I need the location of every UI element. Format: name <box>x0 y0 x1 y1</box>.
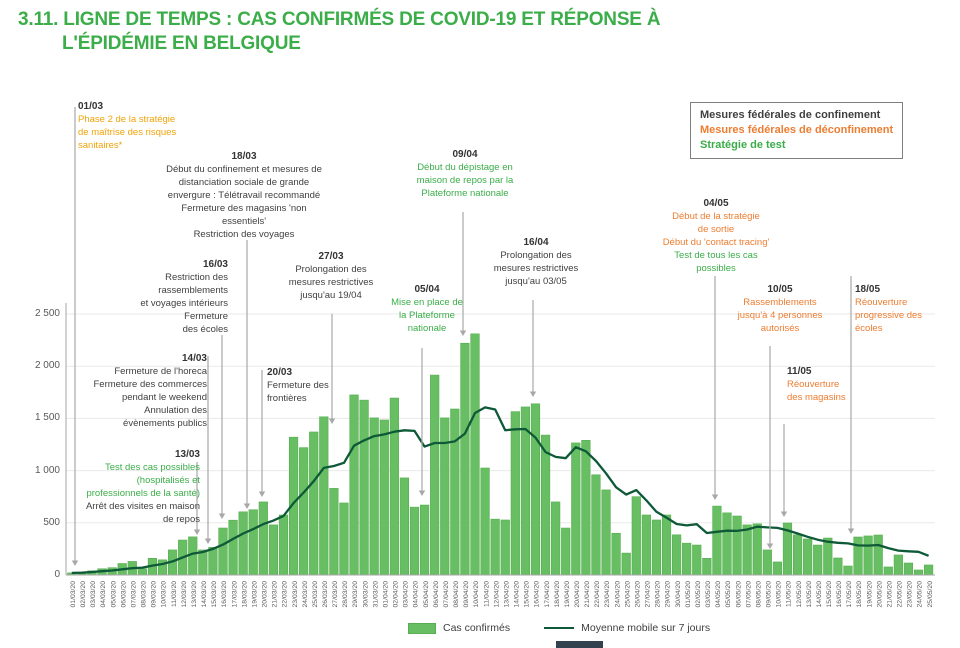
x-tick-label: 17/03/20 <box>231 581 239 608</box>
annotation-date: 04/05 <box>703 198 729 209</box>
x-tick-label: 13/03/20 <box>191 581 198 608</box>
bar-23-04 <box>602 490 611 575</box>
x-tick-label: 13/04/20 <box>503 581 511 608</box>
x-tick-label: 23/03/20 <box>291 581 299 608</box>
bar-28-03 <box>340 503 349 575</box>
x-tick-label: 11/05/20 <box>785 581 793 607</box>
annotation-text-line: de sortie <box>697 224 735 235</box>
bar-13-04 <box>501 520 510 575</box>
annotation-text-line: sanitaires* <box>78 140 123 151</box>
bar-21-04 <box>582 440 591 575</box>
x-tick-label: 14/04/20 <box>513 581 521 608</box>
bar-31-03 <box>370 418 379 575</box>
bar-26-03 <box>320 417 329 575</box>
annotation-text-line: mesures restrictives <box>493 263 579 274</box>
bar-11-04 <box>481 468 490 575</box>
bar-10-05 <box>773 562 782 575</box>
annotation-date: 20/03 <box>267 367 293 378</box>
x-tick-label: 28/03/20 <box>342 581 350 608</box>
bar-11-05 <box>783 523 792 575</box>
x-tick-label: 03/05/20 <box>705 581 712 608</box>
legend-item-cas-confirmes <box>408 622 510 634</box>
x-tick-label: 23/04/20 <box>604 581 612 608</box>
x-tick-label: 26/03/20 <box>322 581 329 608</box>
y-tick-label: 2 000 <box>34 360 60 372</box>
bar-01-03 <box>68 573 77 575</box>
bar-27-03 <box>330 488 339 575</box>
annotation-20-03 <box>267 366 357 405</box>
annotation-text-line: Restriction des voyages <box>193 229 295 240</box>
x-tick-label: 29/04/20 <box>664 581 672 608</box>
x-tick-label: 20/03/20 <box>261 581 269 608</box>
bar-10-04 <box>471 334 480 575</box>
annotation-text-line: de maîtrise des risques <box>78 127 177 138</box>
annotation-text-line: distanciation sociale de grande <box>178 177 310 188</box>
bar-02-03 <box>78 572 87 575</box>
annotation-text-line: Réouverture <box>787 379 840 390</box>
bar-12-04 <box>491 519 500 575</box>
page-title <box>18 8 660 56</box>
x-tick-label: 30/03/20 <box>362 581 370 608</box>
bar-24-04 <box>612 533 621 575</box>
annotation-text-line: Test des cas possibles <box>104 462 200 473</box>
annotation-text-line: Phase 2 de la stratégie <box>78 114 176 125</box>
y-tick-label: 1 000 <box>34 464 60 476</box>
bar-08-03 <box>138 569 147 575</box>
bar-15-05 <box>824 538 833 575</box>
bar-17-04 <box>541 435 550 575</box>
x-tick-label: 25/04/20 <box>624 581 632 608</box>
x-tick-label: 06/04/20 <box>432 581 440 608</box>
annotation-text-line: rassemblements <box>158 285 228 296</box>
x-tick-label: 10/03/20 <box>160 581 168 608</box>
bar-14-03 <box>199 550 208 575</box>
annotation-16-03 <box>118 258 228 336</box>
x-tick-label: 16/04/20 <box>533 581 541 608</box>
annotation-text-line: jusqu'au 03/05 <box>505 276 567 287</box>
bar-29-03 <box>350 395 359 575</box>
bar-12-03 <box>178 540 187 575</box>
x-tick-label: 05/03/20 <box>110 581 118 608</box>
bar-18-04 <box>551 502 560 575</box>
bar-19-04 <box>561 528 570 575</box>
x-tick-label: 22/03/20 <box>281 581 289 608</box>
bar-02-05 <box>692 545 701 575</box>
bar-swatch-icon <box>408 623 436 634</box>
bar-07-03 <box>128 561 137 575</box>
y-tick-label: 500 <box>43 516 60 528</box>
bar-03-04 <box>400 478 409 575</box>
bar-29-04 <box>662 515 671 575</box>
x-tick-label: 07/03/20 <box>130 581 138 608</box>
bar-04-03 <box>98 569 107 575</box>
annotation-text-line: envergure : Télétravail recommandé <box>167 190 321 201</box>
bar-14-04 <box>511 412 520 575</box>
annotation-text-line: nationale <box>407 323 447 334</box>
annotation-text-line: Début du confinement et mesures de <box>166 164 322 175</box>
x-tick-label: 29/03/20 <box>352 581 360 608</box>
x-tick-label: 20/04/20 <box>574 581 581 608</box>
x-tick-label: 03/04/20 <box>402 581 410 608</box>
y-tick-label: 0 <box>54 569 60 580</box>
x-tick-label: 23/05/20 <box>906 581 914 608</box>
x-tick-label: 06/03/20 <box>120 581 128 608</box>
x-tick-label: 11/04/20 <box>483 581 491 607</box>
bar-08-05 <box>753 524 762 575</box>
bar-20-04 <box>572 443 581 575</box>
x-tick-label: 08/04/20 <box>453 581 460 608</box>
bar-25-03 <box>309 432 318 575</box>
annotation-text-line: Fermeture de l'horeca <box>114 366 207 377</box>
x-tick-label: 02/04/20 <box>392 581 400 608</box>
bar-19-03 <box>249 510 258 575</box>
bar-01-04 <box>380 420 389 575</box>
legend-item-moyenne-mobile <box>544 622 710 634</box>
annotation-text-line: Prolongation des <box>295 264 367 275</box>
annotation-text-line: Début du dépistage en <box>417 162 513 173</box>
bar-21-05 <box>884 567 893 575</box>
annotation-date: 01/03 <box>78 101 104 112</box>
bar-01-05 <box>682 543 691 575</box>
x-tick-label: 19/03/20 <box>251 581 259 608</box>
bar-13-03 <box>188 537 197 575</box>
annotation-text-line: Fermeture des <box>267 380 329 391</box>
x-tick-label: 04/03/20 <box>100 581 108 608</box>
x-tick-label: 24/04/20 <box>614 581 622 608</box>
annotation-text-line: des écoles <box>182 324 228 335</box>
x-tick-label: 01/05/20 <box>684 581 692 608</box>
x-tick-label: 07/04/20 <box>443 581 450 608</box>
x-tick-label: 05/05/20 <box>725 581 733 608</box>
annotation-11-05 <box>787 365 867 404</box>
chart-legend <box>408 622 710 634</box>
bar-28-04 <box>652 520 661 575</box>
annotation-date: 10/05 <box>767 284 793 295</box>
annotation-text-line: frontières <box>267 393 307 404</box>
x-tick-label: 06/05/20 <box>735 581 743 608</box>
annotation-text-line: jusqu'au 19/04 <box>300 290 362 301</box>
bar-18-03 <box>239 512 248 575</box>
annotation-14-03 <box>59 352 207 430</box>
x-tick-label: 22/05/20 <box>896 581 904 608</box>
bar-04-05 <box>713 506 722 575</box>
annotation-text-line: (hospitalisés et <box>136 475 200 486</box>
annotation-text-line: professionnels de la santé) <box>86 488 200 499</box>
x-tick-label: 14/03/20 <box>201 581 208 608</box>
x-tick-label: 01/04/20 <box>382 581 390 608</box>
bar-26-04 <box>632 497 641 575</box>
bar-23-05 <box>904 563 913 575</box>
x-tick-label: 20/05/20 <box>876 581 884 608</box>
bar-03-05 <box>703 558 712 575</box>
x-tick-label: 09/05/20 <box>765 581 773 608</box>
annotation-date: 27/03 <box>318 251 344 262</box>
x-tick-label: 21/05/20 <box>886 581 894 608</box>
x-tick-label: 17/05/20 <box>846 581 854 608</box>
x-tick-label: 01/03/20 <box>70 581 77 608</box>
x-tick-label: 09/04/20 <box>463 581 471 608</box>
annotation-date: 16/04 <box>523 237 549 248</box>
bar-30-03 <box>360 400 369 575</box>
x-tick-label: 24/03/20 <box>301 581 309 608</box>
annotation-text-line: de repos <box>163 514 200 525</box>
bar-13-05 <box>803 539 812 575</box>
x-tick-label: 07/05/20 <box>745 581 753 608</box>
y-tick-label: 1 500 <box>34 412 60 424</box>
x-tick-label: 16/03/20 <box>221 581 229 608</box>
annotation-text-line: et voyages intérieurs <box>140 298 228 309</box>
annotation-01-03 <box>78 100 198 152</box>
annotation-10-05 <box>722 283 838 335</box>
annotation-text-line: pendant le weekend <box>121 392 207 403</box>
x-tick-label: 28/04/20 <box>654 581 662 608</box>
x-tick-label: 11/03/20 <box>170 581 178 607</box>
annotation-date: 18/03 <box>231 151 257 162</box>
annotation-18-03 <box>148 150 340 241</box>
annotation-text-line: maison de repos par la <box>416 175 514 186</box>
bar-17-03 <box>229 520 238 575</box>
annotation-text-line: essentiels' <box>221 216 267 227</box>
legend-label-line: Moyenne mobile sur 7 jours <box>581 622 711 634</box>
bar-22-05 <box>894 555 903 575</box>
x-tick-label: 19/04/20 <box>563 581 571 608</box>
x-tick-label: 17/04/20 <box>543 581 551 608</box>
x-tick-label: 10/04/20 <box>473 581 481 608</box>
bar-09-04 <box>461 343 470 575</box>
x-tick-label: 12/04/20 <box>493 581 501 608</box>
x-tick-label: 19/05/20 <box>866 581 874 608</box>
x-tick-label: 08/05/20 <box>755 581 763 608</box>
annotation-text-line: Fermeture des magasins 'non <box>181 203 307 214</box>
bar-25-04 <box>622 553 631 575</box>
annotation-date: 16/03 <box>202 259 228 270</box>
annotation-date: 09/04 <box>452 149 478 160</box>
bar-07-05 <box>743 525 752 575</box>
bar-22-03 <box>279 515 288 575</box>
bar-08-04 <box>451 409 460 575</box>
annotation-date: 18/05 <box>855 284 881 295</box>
x-tick-label: 15/05/20 <box>826 581 833 608</box>
x-tick-label: 09/03/20 <box>150 581 158 608</box>
annotation-09-04 <box>400 148 530 200</box>
x-tick-label: 10/05/20 <box>775 581 783 608</box>
bar-23-03 <box>289 437 298 575</box>
x-tick-label: 24/05/20 <box>916 581 924 608</box>
annotation-text-line: autorisés <box>760 323 800 334</box>
measures-legend-item: Mesures fédérales de déconfinement <box>700 124 894 136</box>
annotation-text-line: Fermeture des commerces <box>93 379 207 390</box>
x-tick-label: 30/04/20 <box>674 581 682 608</box>
annotation-date: 11/05 <box>787 366 812 377</box>
bar-20-03 <box>259 502 268 575</box>
bar-05-04 <box>420 505 429 575</box>
bar-17-05 <box>844 566 853 575</box>
x-tick-label: 31/03/20 <box>372 581 380 608</box>
x-tick-label: 16/05/20 <box>836 581 844 608</box>
bottom-page-artifact <box>556 641 603 648</box>
annotation-date: 13/03 <box>174 449 200 460</box>
bar-05-05 <box>723 513 732 575</box>
annotation-text-line: jusqu'à 4 personnes <box>737 310 823 321</box>
bar-06-05 <box>733 516 742 575</box>
title-line-2: L'ÉPIDÉMIE EN BELGIQUE <box>62 33 301 54</box>
measures-legend-box <box>690 102 903 159</box>
bar-21-03 <box>269 525 278 575</box>
bar-25-05 <box>924 565 933 575</box>
annotation-text-line: la Plateforme <box>399 310 455 321</box>
x-tick-label: 15/04/20 <box>523 581 531 608</box>
bar-18-05 <box>854 537 863 575</box>
x-tick-label: 15/03/20 <box>211 581 219 608</box>
annotation-text-line: des magasins <box>787 392 846 403</box>
bar-15-04 <box>521 407 530 575</box>
annotation-text-line: Annulation des <box>144 405 207 416</box>
annotation-text-line: écoles <box>855 323 883 334</box>
bar-16-04 <box>531 404 540 575</box>
annotation-text-line: progressive des <box>855 310 923 321</box>
bar-03-03 <box>88 571 97 575</box>
bar-16-03 <box>219 528 228 575</box>
bar-07-04 <box>440 418 449 575</box>
measures-legend-item: Stratégie de test <box>700 139 786 151</box>
bar-06-03 <box>118 564 127 575</box>
x-tick-label: 22/04/20 <box>594 581 602 608</box>
annotation-text-line: Prolongation des <box>500 250 572 261</box>
x-tick-label: 03/03/20 <box>90 581 98 608</box>
x-tick-label: 18/03/20 <box>241 581 249 608</box>
bar-20-05 <box>874 535 883 575</box>
x-tick-label: 25/03/20 <box>311 581 319 608</box>
bar-24-05 <box>914 570 923 575</box>
bar-09-05 <box>763 550 772 575</box>
x-tick-label: 08/03/20 <box>140 581 148 608</box>
annotation-text-line: Fermeture <box>184 311 228 322</box>
bar-02-04 <box>390 398 399 575</box>
annotation-text-line: Rassemblements <box>743 297 817 308</box>
bar-12-05 <box>793 535 802 575</box>
x-tick-label: 12/03/20 <box>180 581 188 608</box>
bar-04-04 <box>410 507 419 575</box>
annotation-text-line: Début de la stratégie <box>672 211 760 222</box>
x-tick-label: 05/04/20 <box>422 581 430 608</box>
annotation-text-line: Réouverture <box>855 297 908 308</box>
bar-30-04 <box>672 535 681 575</box>
bar-10-03 <box>158 560 167 575</box>
bar-15-03 <box>209 547 218 575</box>
measures-legend-item: Mesures fédérales de confinement <box>700 109 881 121</box>
x-tick-label: 13/05/20 <box>805 581 813 608</box>
x-tick-label: 27/04/20 <box>644 581 652 608</box>
annotation-text-line: mesures restrictives <box>288 277 374 288</box>
x-tick-label: 02/05/20 <box>695 581 702 608</box>
x-tick-label: 27/03/20 <box>332 581 340 608</box>
x-tick-label: 04/05/20 <box>715 581 723 608</box>
x-tick-label: 26/04/20 <box>634 581 642 608</box>
bar-24-03 <box>299 448 308 575</box>
x-tick-label: 14/05/20 <box>815 581 823 608</box>
annotation-text-line: Restriction des <box>165 272 228 283</box>
x-tick-label: 21/04/20 <box>584 581 592 608</box>
annotation-04-05 <box>650 197 782 275</box>
x-tick-label: 18/04/20 <box>553 581 561 608</box>
annotation-13-03 <box>52 448 200 526</box>
annotation-date: 05/04 <box>414 284 440 295</box>
bar-14-05 <box>813 545 822 575</box>
bar-27-04 <box>642 515 651 575</box>
bar-19-05 <box>864 536 873 575</box>
annotation-05-04 <box>368 283 486 335</box>
x-tick-label: 12/05/20 <box>795 581 803 608</box>
annotation-text-line: Arrêt des visites en maison <box>85 501 200 512</box>
bar-16-05 <box>834 558 843 575</box>
annotation-text-line: Mise en place de <box>391 297 463 308</box>
bar-09-03 <box>148 558 157 575</box>
x-tick-label: 25/05/20 <box>926 581 934 608</box>
bar-06-04 <box>430 375 439 575</box>
annotation-16-04 <box>476 236 596 288</box>
annotation-text-line: Début du 'contact tracing' <box>662 237 770 248</box>
x-tick-label: 04/04/20 <box>412 581 420 608</box>
bar-11-03 <box>168 550 177 575</box>
x-tick-label: 21/03/20 <box>271 581 279 608</box>
annotation-date: 14/03 <box>181 353 207 364</box>
line-swatch-icon <box>544 627 574 629</box>
y-tick-label: 2 500 <box>34 308 60 319</box>
title-line-1: 3.11. LIGNE DE TEMPS : CAS CONFIRMÉS DE COVID-19 ET RÉPONSE À <box>18 9 661 30</box>
annotation-text-line: évènements publics <box>123 418 207 429</box>
bar-22-04 <box>592 475 601 575</box>
x-tick-label: 18/05/20 <box>856 581 864 608</box>
annotation-text-line: Plateforme nationale <box>421 188 509 199</box>
bar-05-03 <box>108 568 117 575</box>
annotation-18-05 <box>855 283 947 335</box>
legend-label-bars: Cas confirmés <box>443 622 511 634</box>
x-tick-label: 02/03/20 <box>80 581 88 608</box>
moving-average-line <box>72 407 929 573</box>
annotation-text-line: Test de tous les cas <box>674 250 758 261</box>
annotation-text-line: possibles <box>696 263 736 274</box>
